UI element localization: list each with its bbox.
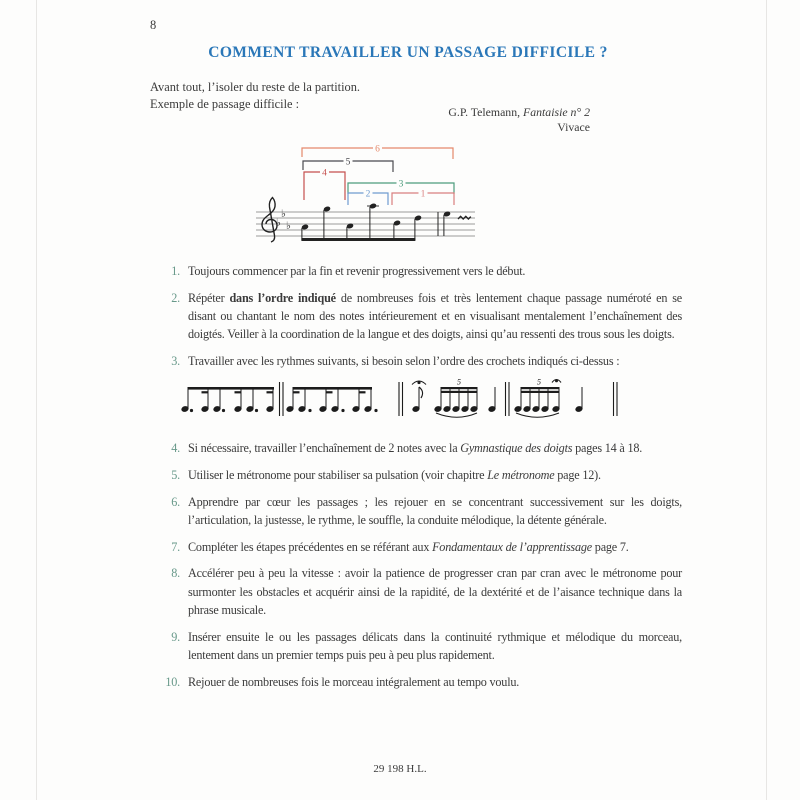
page-title: COMMENT TRAVAILLER UN PASSAGE DIFFICILE ? [208, 44, 608, 61]
rhythm-examples [180, 376, 625, 424]
final-barline [614, 382, 618, 416]
list-item-text: Utiliser le métronome pour stabiliser sa pulsation (voir chapitre Le métronome page 12). [188, 467, 601, 482]
notes-layer [301, 203, 451, 240]
quarter-note [488, 387, 495, 412]
bracket-number: 6 [375, 144, 380, 155]
beam [301, 238, 415, 241]
intro-text [150, 79, 360, 112]
bracket-number: 3 [398, 179, 404, 190]
list-item-1 [150, 262, 682, 280]
list-item-3 [150, 352, 682, 370]
slur [436, 413, 477, 417]
tuplet-number: 5 [537, 377, 541, 387]
list-item-text: Compléter les étapes précédentes en se référant aux Fondamentaux de l’apprentissage page 7. [188, 539, 629, 554]
svg-text:♭: ♭ [286, 221, 291, 232]
double-barline [506, 382, 510, 416]
quintuplet-group-2 [514, 378, 561, 418]
svg-text:♭: ♭ [281, 209, 286, 220]
list-item-text: Répéter dans l’ordre indiqué de nombreuses fois et très lentement chaque passage numéroté en se disant ou chantant le nom des notes intérieurement et en visualisant mentalement l’enchaînement des doigtés. Veiller à la coordination de la langue et des doigts, ainsi qu’au ressenti des trous sous les doigts. [188, 290, 682, 342]
mordent-icon [458, 216, 471, 219]
list-item-2 [150, 289, 682, 344]
list-item-text: Si nécessaire, travailler l’enchaînement de 2 notes avec la Gymnastique des doigts pages 14 à 18. [188, 441, 643, 455]
list-item-number: 3. [171, 354, 180, 368]
quintuplet-group-1 [434, 378, 477, 418]
list-item-number: 1. [171, 264, 180, 278]
bracket-number: 2 [365, 189, 371, 200]
practice-list-part-1 [150, 262, 682, 379]
rhythm-group-dotted [181, 387, 274, 412]
list-item-text: Rejouer de nombreuses fois le morceau intégralement au tempo voulu. [188, 674, 520, 689]
list-item-9 [150, 628, 682, 664]
list-item-number: 7. [171, 539, 180, 554]
attribution [448, 105, 590, 134]
footer-plate-number: 29 198 H.L. [373, 763, 427, 775]
bracket-number: 1 [420, 189, 426, 200]
intro-line-2: Exemple de passage difficile : [150, 96, 300, 111]
list-item-text: Insérer ensuite le ou les passages délicats dans la continuité rythmique et mélodique du morceau, lentement dans un premier temps puis peu à peu plus rapidement. [188, 629, 682, 662]
quarter-note [575, 387, 582, 412]
list-item-10 [150, 673, 682, 691]
list-item-6 [150, 493, 682, 529]
page-edge-right [766, 0, 767, 800]
tempo-marking: Vivace [557, 119, 590, 134]
passage-brackets [302, 143, 454, 205]
double-barline [399, 382, 403, 416]
double-barline [280, 382, 284, 416]
list-item-text: Apprendre par cœur les passages ; les rejouer en se concentrant successivement sur les doigts, l’articulation, la justesse, le rythme, le souffle, la conduite mélodique, la détente générale. [188, 494, 682, 527]
rhythm-group-snap [286, 387, 377, 412]
list-item-number: 5. [171, 467, 180, 482]
page-edge-left [36, 0, 37, 800]
composer-name: G.P. Telemann, [448, 105, 524, 119]
svg-text:♭: ♭ [276, 218, 281, 229]
tuplet-number: 5 [457, 377, 461, 387]
bracket-number: 5 [345, 157, 351, 168]
list-item-text: Toujours commencer par la fin et revenir progressivement vers le début. [188, 264, 526, 278]
intro-line-1: Avant tout, l’isoler du reste de la partition. [150, 80, 361, 94]
list-item-number: 8. [171, 566, 180, 581]
bracket-number: 4 [322, 168, 327, 179]
attribution-line [448, 105, 590, 120]
list-item-number: 10. [165, 674, 180, 689]
list-item-number: 2. [171, 290, 180, 305]
list-item-text: Travailler avec les rythmes suivants, si besoin selon l’ordre des crochets indiqués ci-dessus : [188, 354, 620, 368]
list-item-number: 9. [171, 629, 180, 644]
music-example [250, 133, 490, 253]
list-item-number: 4. [171, 441, 180, 455]
page-number: 8 [150, 18, 157, 32]
slur [516, 413, 559, 417]
list-item-5 [150, 466, 682, 484]
list-item-4 [150, 439, 682, 457]
work-title: Fantaisie n° 2 [523, 105, 590, 119]
fermata-eighth-note [412, 381, 426, 412]
treble-clef-icon [262, 198, 277, 243]
list-item-8 [150, 564, 682, 619]
list-item-number: 6. [171, 494, 180, 509]
list-item-7 [150, 538, 682, 556]
list-item-text: Accélérer peu à peu la vitesse : avoir la patience de progresser cran par cran avec le métronome pour surmonter les obstacles et acquérir ainsi de la rapidité, de la dextérité et de l’aisance technique dans la phrase musicale. [188, 566, 682, 617]
practice-list-part-2 [150, 439, 682, 699]
